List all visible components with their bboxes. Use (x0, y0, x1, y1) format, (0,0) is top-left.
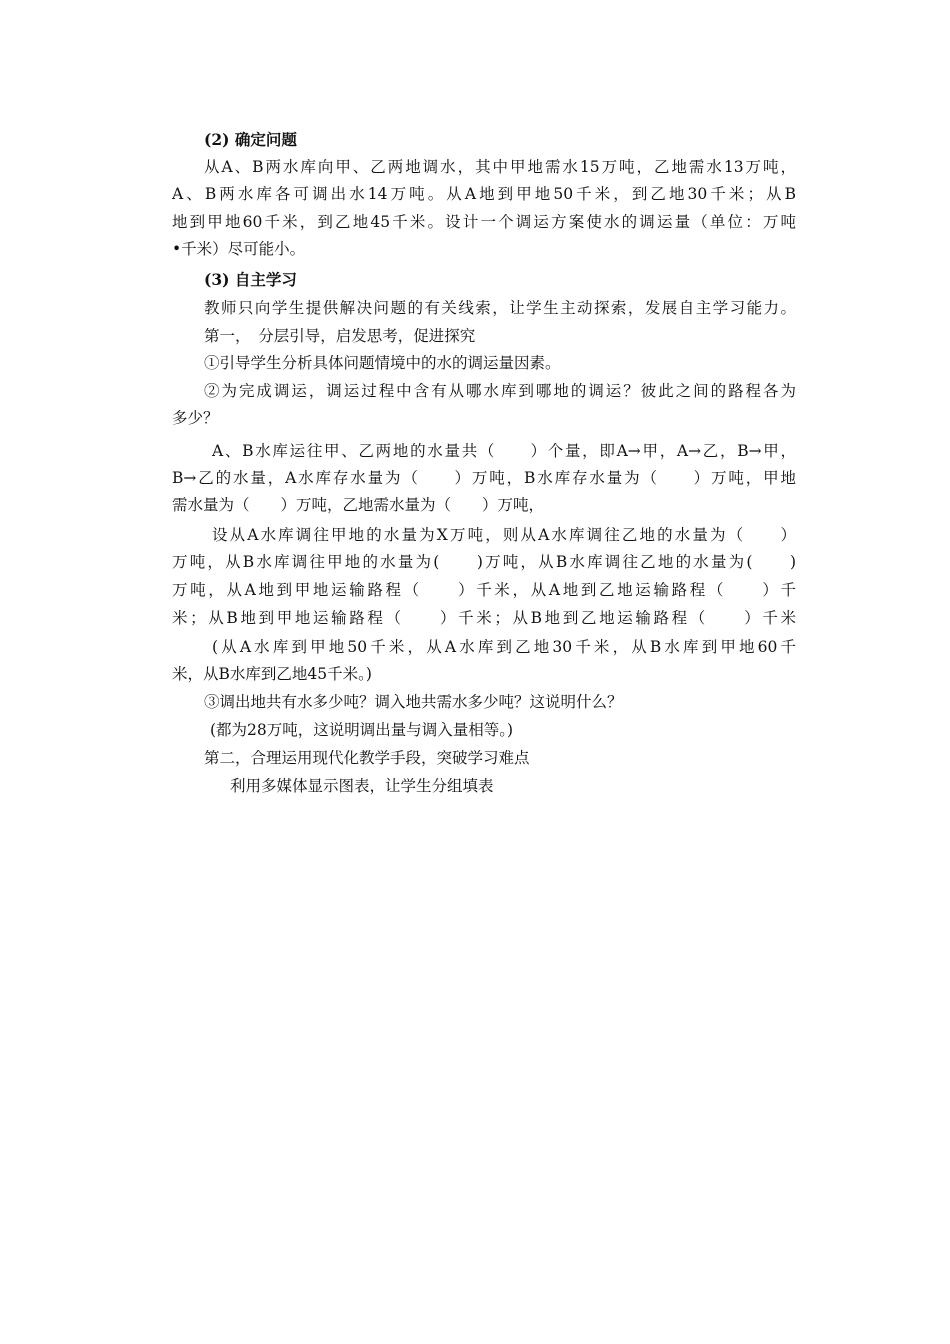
text-line: 米；从B地到甲地运输路程（ ）千米；从B地到乙地运输路程（ ）千米 (172, 609, 796, 627)
text-line: ②为完成调运，调运过程中含有从哪水库到哪地的调运？彼此之间的路程各为 (204, 382, 796, 400)
text-line: 米，从B水库到乙地45千米。) (172, 665, 372, 683)
text-line: (从A水库到甲地50千米，从A水库到乙地30千米，从B水库到甲地60千 (212, 638, 796, 656)
text-line: 教师只向学生提供解决问题的有关线索，让学生主动探索，发展自主学习能力。 (204, 299, 796, 317)
text-line: 利用多媒体显示图表，让学生分组填表 (230, 777, 494, 795)
text-line: 多少？ (172, 409, 219, 427)
text-line: ①引导学生分析具体问题情境中的水的调运量因素。 (204, 354, 561, 372)
text-line: 需水量为（ ）万吨，乙地需水量为（ ）万吨， (172, 496, 545, 514)
text-line: 万吨，从B水库调往甲地的水量为( )万吨，从B水库调往乙地的水量为( ) (172, 553, 796, 571)
text-line: 设从A水库调往甲地的水量为X万吨，则从A水库调往乙地的水量为（ ） (212, 526, 796, 544)
text-line: ③调出地共有水多少吨？调入地共需水多少吨？这说明什么？ (204, 693, 623, 711)
text-line: 万吨，从A地到甲地运输路程（ ）千米，从A地到乙地运输路程（ ）千 (172, 581, 796, 599)
text-line: 地到甲地60千米，到乙地45千米。设计一个调运方案使水的调运量（单位：万吨 (172, 213, 796, 231)
text-line: 第一， 分层引导，启发思考，促进探究 (204, 327, 476, 345)
text-line: B→乙的水量，A水库存水量为（ ）万吨，B水库存水量为（ ）万吨，甲地 (172, 469, 796, 487)
text-line: (都为28万吨，这说明调出量与调入量相等。) (210, 721, 514, 739)
text-line: 从A、B两水库向甲、乙两地调水，其中甲地需水15万吨，乙地需水13万吨， (204, 158, 796, 176)
section-heading: (2) 确定问题 (204, 130, 297, 149)
text-line: 第二，合理运用现代化教学手段，突破学习难点 (204, 749, 530, 767)
text-line: •千米）尽可能小。 (172, 240, 306, 258)
text-line: A、B水库运往甲、乙两地的水量共（ ）个量，即A→甲，A→乙，B→甲， (212, 442, 796, 460)
section-heading: (3) 自主学习 (204, 270, 297, 289)
text-line: A、B两水库各可调出水14万吨。从A地到甲地50千米，到乙地30千米；从B (172, 185, 796, 203)
